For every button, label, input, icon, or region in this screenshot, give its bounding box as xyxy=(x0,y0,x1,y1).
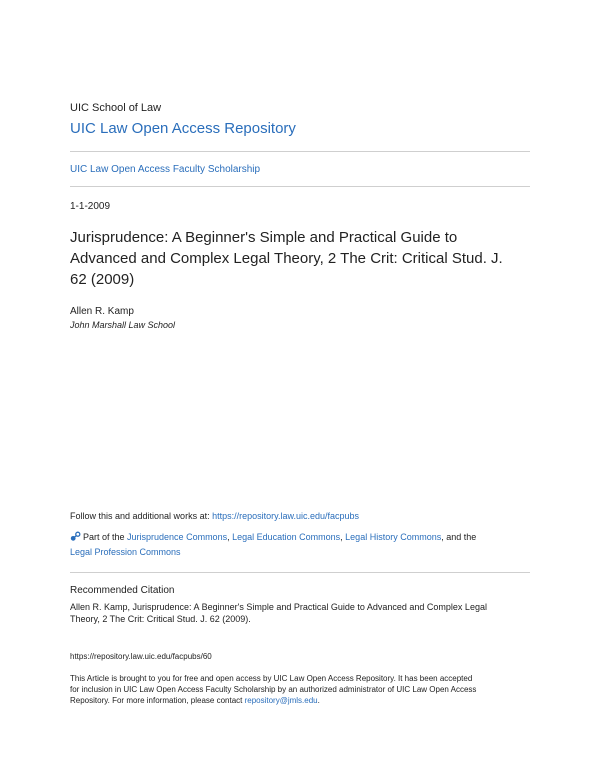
legal-profession-commons-link[interactable]: Legal Profession Commons xyxy=(70,547,181,557)
legal-history-commons-link[interactable]: Legal History Commons xyxy=(345,532,442,542)
notice-line: for inclusion in UIC Law Open Access Faculty Scholarship by an authorized administrator of UIC Law Open Access xyxy=(70,685,477,694)
article-title xyxy=(70,227,530,290)
contact-email-link[interactable]: repository@jmls.edu xyxy=(244,696,318,705)
notice-line: This Article is brought to you for free and open access by UIC Law Open Access Repository. It has been accepted xyxy=(70,674,473,683)
divider xyxy=(70,151,530,152)
title-line: Jurisprudence: A Beginner's Simple and Practical Guide to xyxy=(70,229,458,246)
title-line: 62 (2009) xyxy=(70,271,135,288)
author-affiliation: John Marshall Law School xyxy=(70,320,176,330)
follow-url-link[interactable]: https://repository.law.uic.edu/facpubs xyxy=(212,511,359,521)
part-of-prefix: Part of the xyxy=(83,532,128,542)
access-notice xyxy=(70,673,530,706)
citation-heading: Recommended Citation xyxy=(70,585,175,596)
repository-link[interactable]: UIC Law Open Access Repository xyxy=(70,120,296,137)
publication-date: 1-1-2009 xyxy=(70,201,111,212)
divider xyxy=(70,186,530,187)
legal-education-commons-link[interactable]: Legal Education Commons xyxy=(232,532,341,542)
citation-text xyxy=(70,601,530,625)
network-icon xyxy=(70,531,81,542)
notice-end: . xyxy=(317,696,320,705)
separator: , xyxy=(227,532,233,542)
follow-line xyxy=(70,511,359,521)
notice-line: Repository. For more information, please contact xyxy=(70,696,245,705)
author-name: Allen R. Kamp xyxy=(70,306,134,317)
citation-line: Theory, 2 The Crit: Critical Stud. J. 62 (2009). xyxy=(70,614,251,624)
part-of-line xyxy=(70,530,530,560)
follow-label: Follow this and additional works at: xyxy=(70,511,213,521)
citation-line: Allen R. Kamp, Jurisprudence: A Beginner's Simple and Practical Guide to Advanced and Complex Legal xyxy=(70,602,487,612)
divider xyxy=(70,572,530,573)
title-line: Advanced and Complex Legal Theory, 2 The Crit: Critical Stud. J. xyxy=(70,250,503,267)
school-name: UIC School of Law xyxy=(70,102,162,114)
jurisprudence-commons-link[interactable]: Jurisprudence Commons xyxy=(127,532,228,542)
separator: , xyxy=(340,532,346,542)
collection-link[interactable]: UIC Law Open Access Faculty Scholarship xyxy=(70,164,261,175)
separator: , and the xyxy=(441,532,477,542)
article-url: https://repository.law.uic.edu/facpubs/60 xyxy=(70,652,212,661)
